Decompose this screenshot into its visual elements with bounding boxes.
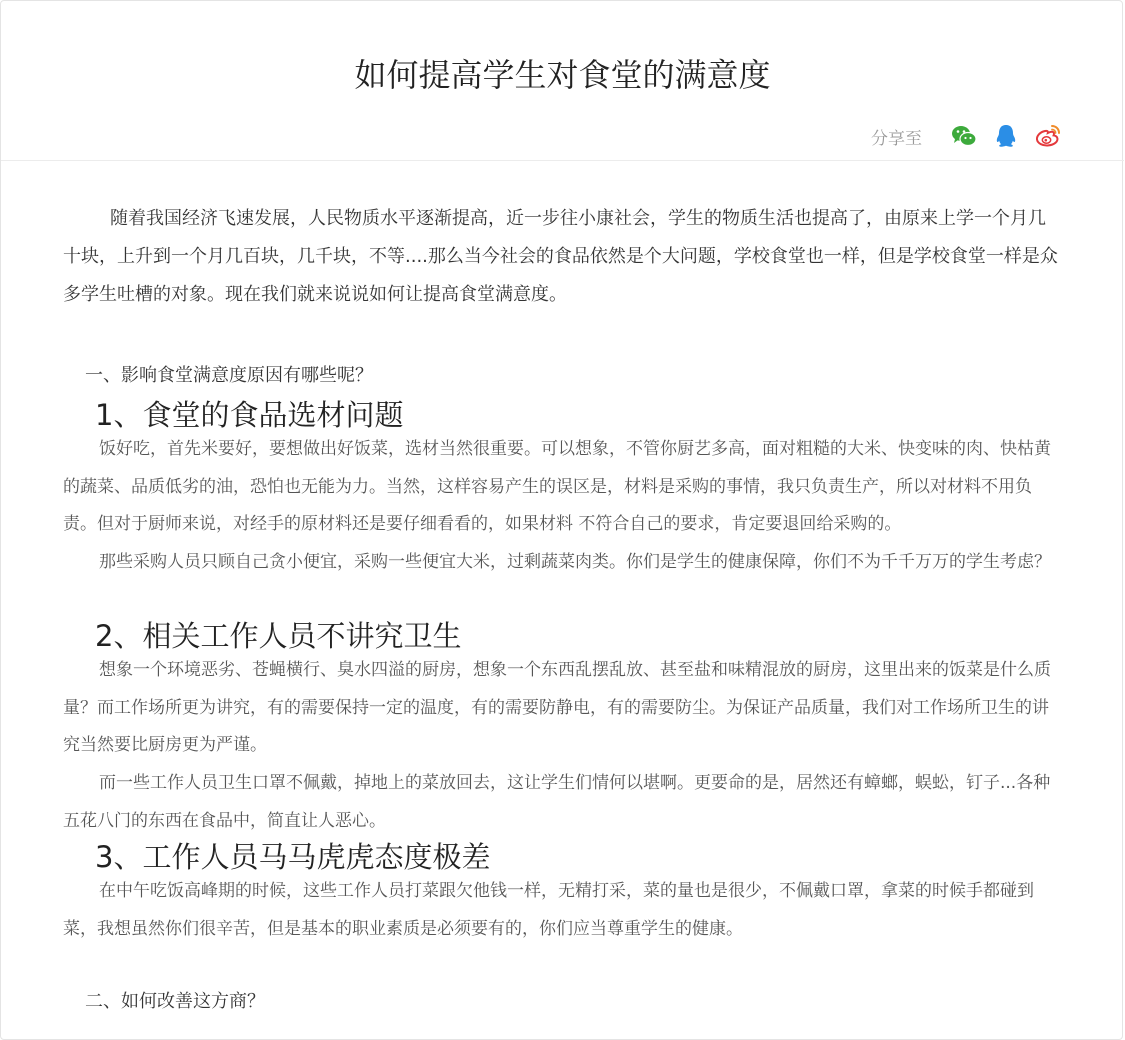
item3-paragraph-1: 在中午吃饭高峰期的时候，这些工作人员打菜跟欠他钱一样，无精打采，菜的量也是很少，不佩戴口罩，拿菜的时候手都碰到菜，我想虽然你们很辛苦，但是基本的职业素质是必须要有的，你们应当尊重学生的健康。 bbox=[63, 881, 1034, 939]
share-bar bbox=[871, 121, 1062, 151]
article-title: 如何提高学生对食堂的满意度 bbox=[354, 56, 771, 94]
weibo-icon[interactable] bbox=[1034, 122, 1062, 150]
item1-paragraph-2: 那些采购人员只顾自己贪小便宜，采购一些便宜大米，过剩蔬菜肉类。你们是学生的健康保障，你们不为千千万万的学生考虑？ bbox=[99, 552, 1051, 572]
section-heading-1: 一、影响食堂满意度原因有哪些呢？ bbox=[85, 365, 373, 386]
intro-paragraph: 随着我国经济飞速发展，人民物质水平逐渐提高，近一步往小康社会，学生的物质生活也提高了，由原来上学一个月几十块，上升到一个月几百块，几千块，不等....那么当今社会的食品依然是个大问题，学校食堂也一样，但是学校食堂一样是众多学生吐槽的对象。现在我们就来说说如何让提高食堂满意度。 bbox=[63, 208, 1058, 305]
item2-paragraph-1: 想象一个环境恶劣、苍蝇横行、臭水四溢的厨房，想象一个东西乱摆乱放、甚至盐和味精混放的厨房，这里出来的饭菜是什么质量？而工作场所更为讲究，有的需要保持一定的温度，有的需要防静电，有的需要防尘。为保证产品质量，我们对工作场所卫生的讲究当然要比厨房更为严谨。 bbox=[63, 660, 1051, 755]
item-heading-1: 1、食堂的食品选材问题 bbox=[95, 398, 404, 432]
share-label: 分享至 bbox=[871, 128, 922, 149]
wechat-icon[interactable] bbox=[950, 122, 978, 150]
item2-paragraph-2: 而一些工作人员卫生口罩不佩戴，掉地上的菜放回去，这让学生们情何以堪啊。更要命的是，居然还有蟑螂，蜈蚣，钉子...各种五花八门的东西在食品中，简直让人恶心。 bbox=[63, 773, 1051, 831]
item-heading-3: 3、工作人员马马虎虎态度极差 bbox=[95, 840, 491, 874]
section-heading-2: 二、如何改善这方商？ bbox=[85, 991, 265, 1012]
item-heading-2: 2、相关工作人员不讲究卫生 bbox=[95, 619, 462, 653]
article-header bbox=[1, 1, 1124, 161]
item1-paragraph-1: 饭好吃，首先米要好，要想做出好饭菜，选材当然很重要。可以想象，不管你厨艺多高，面对粗糙的大米、快变味的肉、快枯黄的蔬菜、品质低劣的油，恐怕也无能为力。当然，这样容易产生的误区是，材料是采购的事情，我只负责生产，所以对材料不用负责。但对于厨师来说，对经手的原材料还是要仔细看看的，如果材料 不符合自己的要求，肯定要退回给采购的。 bbox=[63, 439, 1051, 534]
qq-icon[interactable] bbox=[992, 122, 1020, 150]
